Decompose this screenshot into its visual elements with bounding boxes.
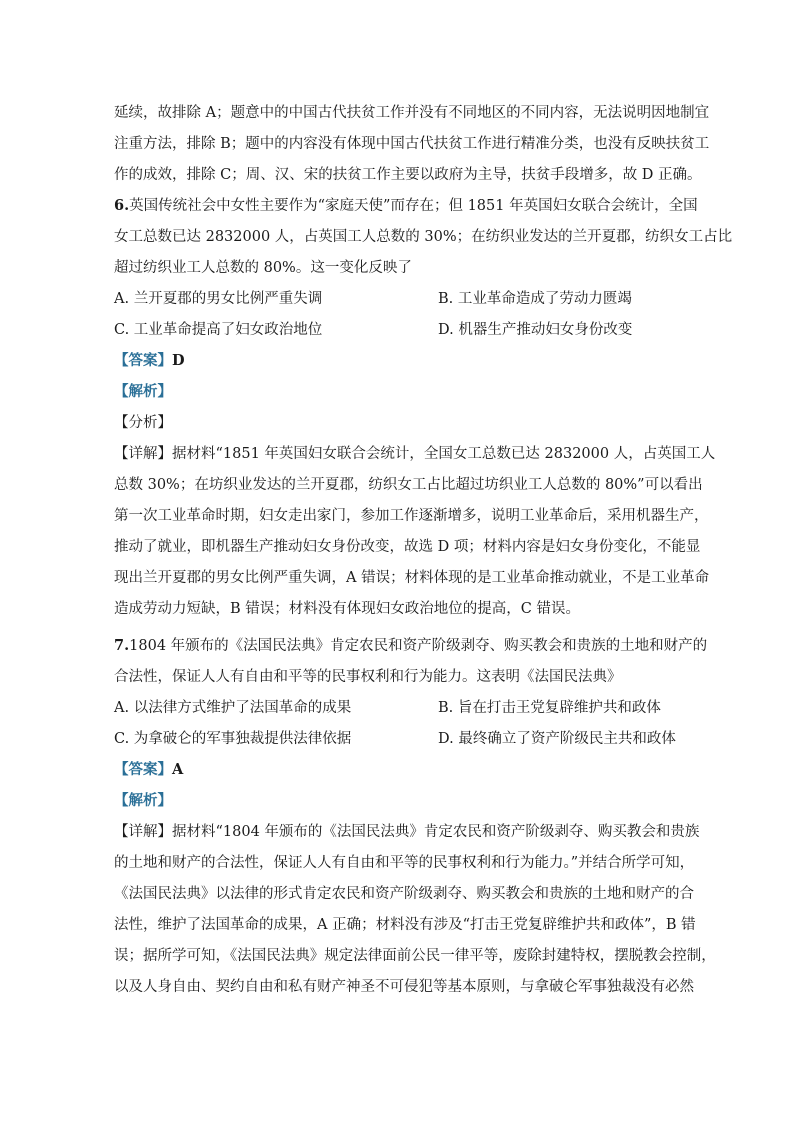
q6-stem-line-3: 超过纺织业工人总数的 80%。这一变化反映了	[114, 260, 412, 276]
q6-option-c: C. 工业革命提高了妇女政治地位	[114, 322, 323, 338]
prev-explanation-line-1: 延续，故排除 A；题意中的中国古代扶贫工作并没有不同地区的不同内容，无法说明因地制宜	[114, 105, 710, 121]
q6-detail-text-1: 据材料“1851 年英国妇女联合会统计，全国女工总数已达 2832000 人，占英国工人	[172, 446, 716, 462]
q6-fenxi-line	[114, 413, 684, 433]
q7-stem-line-1	[114, 636, 708, 656]
q7-detail-line-1	[114, 822, 700, 842]
q6-analysis-label: 【解析】	[114, 383, 172, 400]
q7-detail-line-6: 以及人身自由、契约自由和私有财产神圣不可侵犯等基本原则，与拿破仑军事独裁没有必然	[114, 979, 694, 995]
q7-option-c: C. 为拿破仑的军事独裁提供法律依据	[114, 731, 352, 747]
q7-answer-label: 【答案】	[114, 761, 172, 778]
q6-number: 6.	[114, 197, 130, 214]
q6-detail-line-3: 第一次工业革命时期，妇女走出家门，参加工作逐渐增多，说明工业革命后，采用机器生产，	[114, 508, 709, 524]
q6-analysis-line	[114, 382, 684, 402]
q7-detail-line-4: 法性，维护了法国革命的成果，A 正确；材料没有涉及“打击王党复辟维护共和政体”，B 错	[114, 917, 696, 933]
prev-explanation-line-2: 注重方法，排除 B；题中的内容没有体现中国古代扶贫工作进行精准分类，也没有反映扶贫工	[114, 136, 710, 152]
q6-option-a: A. 兰开夏郡的男女比例严重失调	[114, 291, 323, 307]
q7-detail-line-2: 的土地和财产的合法性，保证人人有自由和平等的民事权利和行为能力。”并结合所学可知，	[114, 855, 695, 871]
q6-detail-line-2: 总数 30%；在坊织业发达的兰开夏郡，纺织女工占比超过坊织业工人总数的 80%”可以看出	[114, 477, 703, 493]
q6-option-d: D. 机器生产推动妇女身份改变	[438, 322, 633, 338]
q7-stem-line-2: 合法性，保证人人有自由和平等的民事权利和行为能力。这表明《法国民法典》	[114, 669, 622, 685]
q7-answer: A	[172, 761, 184, 778]
q7-detail-text-1: 据材料“1804 年颁布的《法国民法典》肯定农民和资产阶级剥夺、购买教会和贵族	[172, 824, 700, 840]
q6-detail-line-4: 推动了就业，即机器生产推动妇女身份改变，故选 D 项；材料内容是妇女身份变化，不能显	[114, 539, 701, 555]
q7-answer-line	[114, 760, 684, 780]
q6-answer-line	[114, 351, 684, 371]
q7-option-d: D. 最终确立了资产阶级民主共和政体	[438, 731, 676, 747]
q7-detail-line-3: 《法国民法典》以法律的形式肯定农民和资产阶级剥夺、购买教会和贵族的土地和财产的合	[114, 886, 694, 902]
q7-option-b: B. 旨在打击王党复辟维护共和政体	[438, 700, 661, 716]
q6-detail-line-6: 造成劳动力短缺，B 错误；材料没有体现妇女政治地位的提高，C 错误。	[114, 601, 580, 617]
q6-answer: D	[172, 352, 185, 369]
q6-fenxi-label: 【分析】	[114, 415, 172, 431]
q7-number: 7.	[114, 637, 130, 654]
q6-detail-line-1	[114, 444, 716, 464]
q7-detail-line-5: 误；据所学可知，《法国民法典》规定法律面前公民一律平等，废除封建特权，摆脱教会控制，	[114, 948, 716, 964]
q7-option-a: A. 以法律方式维护了法国革命的成果	[114, 700, 352, 716]
q6-stem-line-1	[114, 196, 698, 216]
q6-stem-line-2: 女工总数已达 2832000 人，占英国工人总数的 30%；在纺织业发达的兰开夏郡，纺织女工占比	[114, 229, 733, 245]
q6-stem-text-1: 英国传统社会中女性主要作为“家庭天使”而存在；但 1851 年英国妇女联合会统计，全国	[129, 198, 698, 214]
q6-detail-line-5: 现出兰开夏郡的男女比例严重失调，A 错误；材料体现的是工业革命推动就业，不是工业革命	[114, 570, 710, 586]
prev-explanation-line-3: 作的成效，排除 C；周、汉、宋的扶贫工作主要以政府为主导，扶贫手段增多，故 D 正确。	[114, 167, 702, 183]
q7-analysis-line	[114, 791, 684, 811]
q7-analysis-label: 【解析】	[114, 792, 172, 809]
q7-detail-label: 【详解】	[114, 824, 172, 840]
q6-answer-label: 【答案】	[114, 352, 172, 369]
q7-stem-text-1: 1804 年颁布的《法国民法典》肯定农民和资产阶级剥夺、购买教会和贵族的土地和财产的	[129, 638, 708, 654]
q6-option-b: B. 工业革命造成了劳动力匮竭	[438, 291, 632, 307]
q6-detail-label: 【详解】	[114, 446, 172, 462]
